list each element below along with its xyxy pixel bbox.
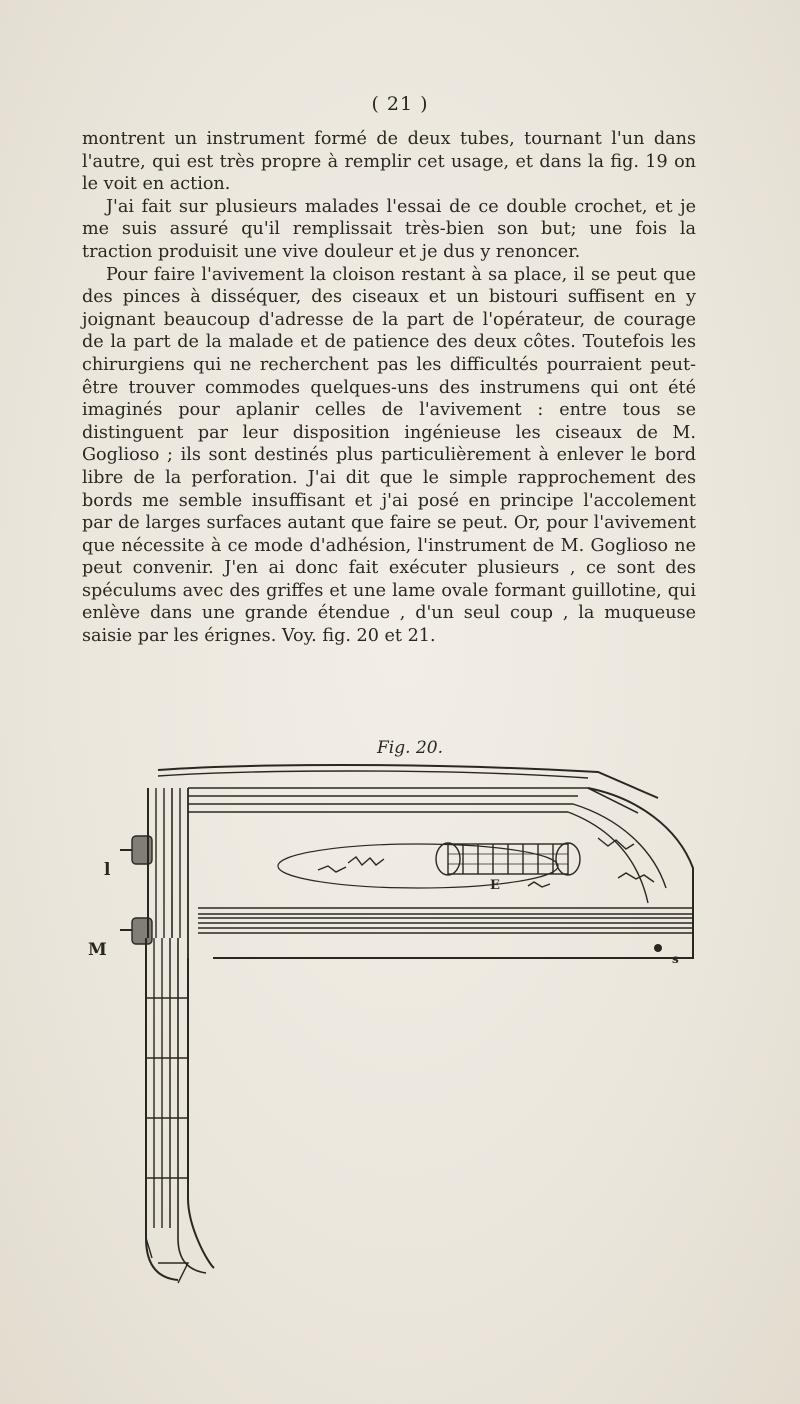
body-text — [82, 128, 696, 648]
figure-caption: Fig. 20. — [377, 738, 443, 758]
figure-label-s: s — [672, 952, 679, 966]
figure-20-speculum-illustration — [88, 758, 718, 1303]
page-number: ( 21 ) — [371, 93, 429, 115]
paragraph-3: Pour faire l'avivement la cloison restant à sa place, il se peut que des pinces à disséquer, des ciseaux et un bistouri suffisent en y joignant beaucoup d'adresse de la part de l'opérateur, de courage de la part de la malade et de patience des deux côtes. Toutefois les chirurgiens qui ne recherchent pas les difficultés pourraient peut-être trouver commodes quelques-uns des instrumens qui ont été imaginés pour aplanir celles de l'avivement : entre tous se distinguent par leur disposition ingénieuse les ciseaux de M. Goglioso ; ils sont destinés plus particulièrement à enlever le bord libre de la perforation. J'ai dit que le simple rapprochement des bords me semble insuffisant et j'ai posé en principe l'accolement par de larges surfaces autant que faire se peut. Or, pour l'avivement que nécessite à ce mode d'adhésion, l'instrument de M. Goglioso ne peut convenir. J'en ai donc fait exécuter plusieurs , ce sont des spéculums avec des griffes et une lame ovale formant guillotine, qui enlève dans une grande étendue , d'un seul coup , la muqueuse saisie par les érignes. Voy. fig. 20 et 21. — [82, 264, 696, 647]
figure-label-e: E — [490, 878, 500, 893]
paragraph-1: montrent un instrument formé de deux tubes, tournant l'un dans l'autre, qui est très propre à remplir cet usage, et dans la fig. 19 on le voit en action. — [82, 129, 696, 195]
figure-label-m: M — [88, 940, 107, 960]
paragraph-2: J'ai fait sur plusieurs malades l'essai de ce double crochet, et je me suis assuré qu'il remplissait très-bien son but; une fois la traction produisit une vive douleur et je dus y renoncer. — [82, 196, 696, 262]
figure-label-l: l — [104, 860, 111, 880]
speculum-drawing — [118, 758, 718, 1303]
